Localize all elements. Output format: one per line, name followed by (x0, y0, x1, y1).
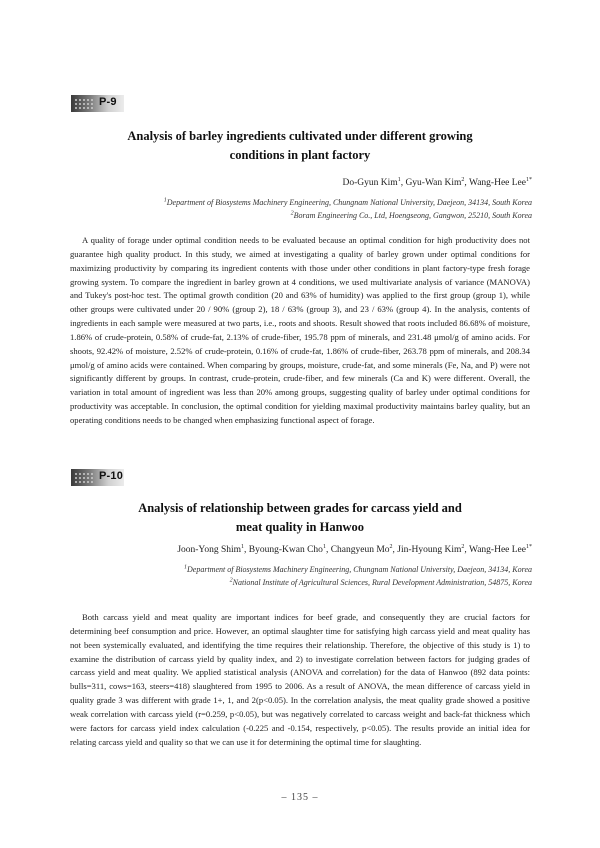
affiliation (184, 563, 532, 576)
affiliation-text: Department of Biosystems Machinery Engineering, Chungnam National University, Daejeon, 34134, Korea (187, 565, 532, 574)
badge-pattern (74, 472, 94, 483)
author-name: Wang-Hee Lee (469, 178, 526, 188)
affiliation (164, 209, 532, 222)
affiliation-mark: 2 (290, 210, 294, 217)
affiliation (184, 576, 532, 589)
affiliation-text: Boram Engineering Co., Ltd, Hoengseong, Gangwon, 25210, South Korea (293, 211, 532, 220)
abstract-text: A quality of forage under optimal condition needs to be evaluated because an optimal condition for high productivity does not guarantee high quality product. In this study, we aimed at investigating a quality of barley grown under optimal conditions for maximizing productivity by comparing its ingredient contents with those under other conditions in plant factory-type fresh forage growing system. To compare the ingredient in barley grown at 4 conditions, we used multivariate analysis of variance (MANOVA) and Tukey's post-hoc test. The optimal growth condition (20 and 63% of humidity) was applied to the first group (group 1), while other groups were cultivated under 20 / 90% (group 2), 18 / 63% (group 3), and 23 / 63% (group 4). In the analysis, contents of ingredients in each sample were measured at two parts, i.e., roots and shoots. Result showed that roots included 86.68% of moisture, 1.86% of crude-protein, 0.58% of crude-fat, 2.13% of crude-fiber, 195.78 ppm of minerals, and 231.48 μmol/g of amino acids. For shoots, 92.42% of moisture, 2.52% of crude-protein, 0.16% of crude-fat, 1.86% of crude-fiber, 263.78 ppm of minerals, and 208.34 μmol/g of amino acids were contained. When comparing by groups, moisture, crude-fat, and some minerals (Fe, Na, and P) were not significantly different by groups. In contrast, crude-protein, crude-fiber, and few minerals (Ca and K) were different. Overall, the variation in total amount of ingredient was less than 20% among groups, suggesting quality of barley under optimal conditions for productivity was acceptable. In conclusion, the optimal condition for yielding maximal productivity maintains barley quality, but an operating conditions needs to be changed when emphasizing functional aspect of forage. (70, 235, 530, 425)
author-name: Do-Gyun Kim (342, 178, 398, 188)
affiliation (164, 196, 532, 209)
badge-pattern (74, 98, 94, 109)
affiliation-mark: 1 (163, 197, 167, 204)
title-line: Analysis of relationship between grades for carcass yield and (138, 501, 462, 515)
author-mark: 1 (322, 543, 326, 550)
badge-label: P-9 (99, 96, 117, 108)
author-list: Do-Gyun Kim$^1$, Gyu-Wan Kim$^2$, Wang-Hee Lee$^{1*}$ (342, 176, 532, 188)
affiliation-list (184, 563, 532, 589)
paper-title (60, 499, 540, 537)
affiliation-mark: 1 (184, 564, 187, 571)
author-name: Byoung-Kwan Cho (248, 545, 323, 555)
abstract-text: Both carcass yield and meat quality are important indices for beef grade, and consequently they are crucial factors for determining beef consumption and price. However, an optimal slaughter time for satisfying high carcass yield and meat quality has not been systemically evaluated, and identifying the time requires their relationship. Therefore, the objective of this study is 1) to examine the distribution of carcass yield by quality index, and 2) to investigate correlation between factors for judging grades of carcass yield and meat quality. We applied statistical analysis (ANOVA and correlation) for the data of Hanwoo (892 data points: bulls=311, cows=163, steers=418) slaughtered from 1995 to 2006. As a result of ANOVA, the mean difference of carcass yield in quality grade 3 was different with grade 1+, 1, and 2(p<0.05). In the correlation analysis, the meat quality grade showed a positive weak correlation with carcass yield (r=0.259, p<0.05), but was negatively correlated to carcass weight and back-fat thickness which were factors for carcass yield index calculation (-0.225 and -0.154, respectively, p<0.05). The results provide an initial idea for relating carcass yield and quality so that we can use it for determining the optimal time for slaughting. (70, 612, 530, 747)
page-number: – 135 – (281, 792, 319, 803)
author-name: Jin-Hyoung Kim (397, 545, 462, 555)
author-mark: 2 (461, 543, 465, 550)
author-mark: 2 (461, 176, 465, 183)
author-mark: 1 (241, 543, 245, 550)
author-name: Wang-Hee Lee (469, 545, 526, 555)
title-line: meat quality in Hanwoo (235, 520, 365, 534)
affiliation-list (164, 196, 532, 222)
affiliation-text: Department of Biosystems Machinery Engineering, Chungnam National University, Daejeon, 34134, South Korea (166, 198, 532, 207)
title-line: Analysis of barley ingredients cultivated under different growing (127, 129, 473, 143)
author-name: Changyeun Mo (330, 545, 390, 555)
paper-badge (71, 469, 124, 486)
author-mark: 1* (526, 176, 532, 183)
author-name: Joon-Yong Shim (177, 545, 242, 555)
paper-badge (71, 95, 124, 112)
author-mark: 2 (389, 543, 393, 550)
author-mark: 1* (526, 543, 532, 550)
title-line: conditions in plant factory (229, 148, 371, 162)
author-name: Gyu-Wan Kim (405, 178, 462, 188)
author-list: Joon-Yong Shim$^1$, Byoung-Kwan Cho$^1$, Changyeun Mo$^2$, Jin-Hyoung Kim$^2$, Wang-Hee Lee$^{1*}$ (177, 543, 532, 555)
badge-label: P-10 (99, 470, 124, 482)
affiliation-mark: 2 (229, 577, 233, 584)
author-mark: 1 (397, 176, 401, 183)
affiliation-text: National Institute of Agricultural Sciences, Rural Development Administration, 54875, Korea (232, 578, 532, 587)
paper-title (60, 127, 540, 165)
